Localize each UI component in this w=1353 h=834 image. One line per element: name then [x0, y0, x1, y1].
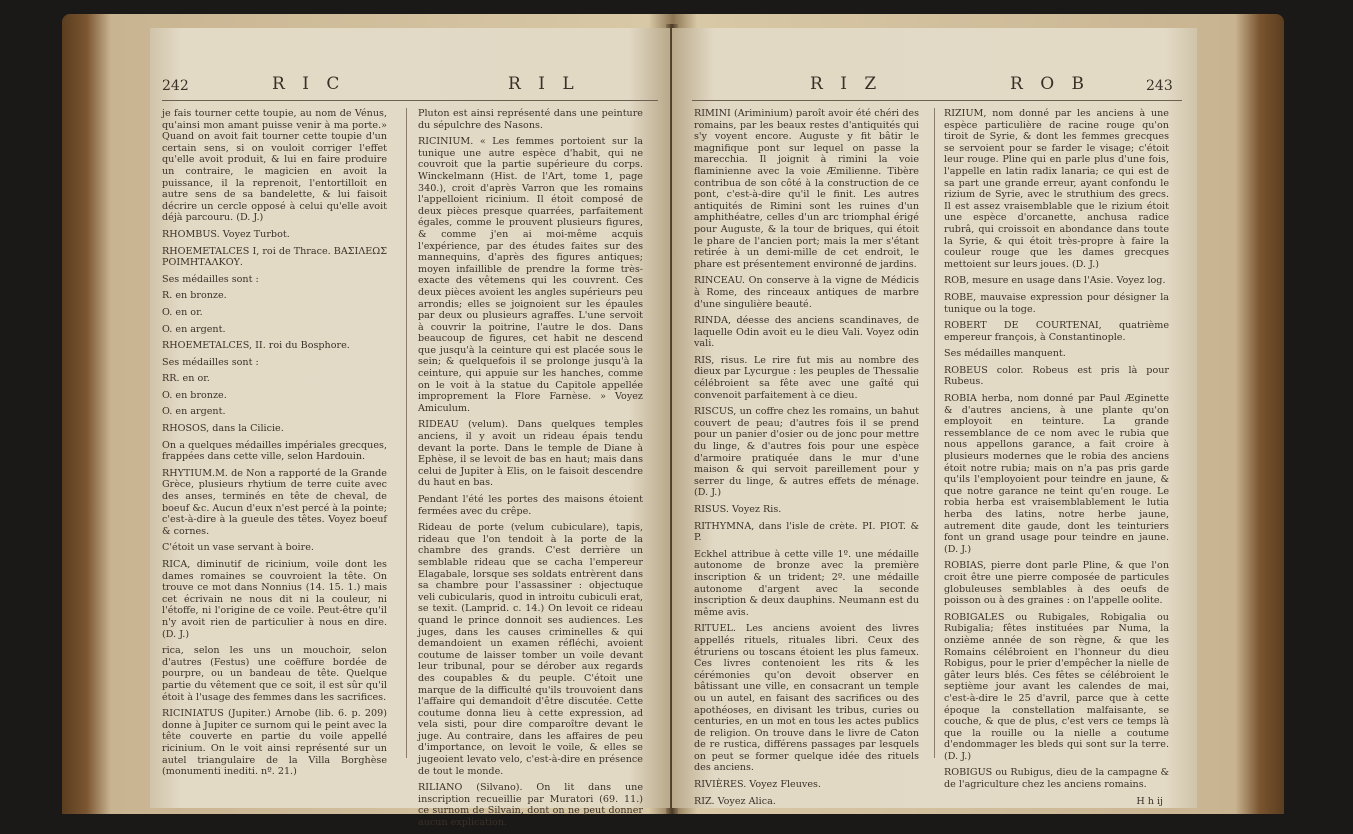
paragraph: O. en or. — [162, 306, 203, 318]
paragraph: Ses médailles sont : — [162, 356, 259, 368]
right-page-number: 243 — [1146, 78, 1173, 94]
paragraph: RHOSOS, dans la Cilicie. — [162, 423, 284, 435]
left-header-1: R I C — [272, 74, 346, 94]
right-page — [672, 28, 1197, 808]
paragraph: Eckhel attribue à cette ville 1º. une médaille autonome de bronze avec la première inscription & un trident; 2º. une médaille autonome d'argent avec la seconde inscription & deux dauphins. Neumann est du même avis. — [694, 548, 919, 618]
paragraph: R. en bronze. — [162, 290, 227, 302]
paragraph: Ses médailles manquent. — [944, 348, 1066, 360]
paragraph: On a quelques médailles impériales grecques, frappées dans cette ville, selon Hardouin. — [162, 439, 387, 463]
paragraph: ROB, mesure en usage dans l'Asie. Voyez log. — [944, 275, 1166, 287]
paragraph: RIDEAU (velum). Dans quelques temples anciens, il y avoit un rideau épais tendu devant la porte. Dans le temple de Diane à Ephèse, il se levoit de bas en haut; mais dans celui de Jupiter à Elis, on le faisoit descendre du haut en bas. — [418, 419, 643, 489]
paragraph: ROBIGUS ou Rubigus, dieu de la campagne & de l'agriculture chez les anciens romains. — [944, 767, 1169, 791]
right-column-1 — [694, 108, 919, 812]
paragraph: RIVIÈRES. Voyez Fleuves. — [694, 779, 821, 791]
right-header-1: R I Z — [810, 74, 883, 94]
paragraph: Pendant l'été les portes des maisons étoient fermées avec du crêpe. — [418, 494, 643, 517]
right-header-rule — [692, 100, 1182, 101]
paragraph: RILIANO (Silvano). On lit dans une inscription recueillie par Muratori (69. 11.) ce surnom de Silvain, dont on ne peut donner aucun explication. — [418, 782, 643, 829]
paragraph: RISUS. Voyez Ris. — [694, 504, 782, 515]
left-column-2 — [418, 108, 643, 834]
paragraph: rica, selon les uns un mouchoir, selon d'autres (Festus) une coëffure bordée de pourpre, ou un bandeau de tête. Quelque partie du vêtement que ce soit, il est sûr qu'il étoit à l'usage des femmes dans les sacrifices. — [162, 645, 387, 703]
paragraph: Ses médailles sont : — [162, 273, 259, 285]
paragraph: ROBIA herba, nom donné par Paul Æginette & d'autres anciens, à une plante qu'on employoit en teinture. La grande ressemblance de ce nom avec le rubia que nous appellons garance, a fait croire à plusieurs modernes que le robia des anciens étoit notre rubia; mais on n'a pas pris garde qu'ils l'employoient pour teindre en jaune, & que notre garance ne teint qu'en rouge. Le robia herba est vraisemblablement le lutia herba des latins, notre herbe jaune, autrement dite gaude, dont les teinturiers font un grand usage pour teindre en jaune. (D. J.) — [944, 393, 1169, 555]
paragraph: Pluton est ainsi représenté dans une peinture du sépulchre des Nasons. — [418, 108, 643, 131]
left-header-rule — [162, 100, 658, 101]
right-column-2 — [944, 108, 1169, 812]
paragraph: O. en argent. — [162, 323, 226, 335]
paragraph: ROBIAS, pierre dont parle Pline, & que l'on croit être une pierre composée de particules globuleuses semblables à des oeufs de poisson ou à des graines : on l'appelle oolite. — [944, 560, 1169, 607]
paragraph: RITUEL. Les anciens avoient des livres appellés rituels, rituales libri. Ceux des étruriens ou toscans étoient les plus fameux. Ces livres contenoient les rits & les cérémonies qu'on devoit observer en bâtissant une ville, en consacrant un temple ou un autel, en faisant des sacrifices ou des apothéoses, en divisant les tribus, curies ou centuries, en un mot en tous les actes publics de religion. On trouve dans le livre de Caton de re rustica, différens passages par lesquels on peut se former quelque idée des rituels des anciens. — [694, 623, 919, 774]
left-header-2: R I L — [508, 74, 580, 94]
paragraph: RICINIATUS (Jupiter.) Arnobe (lib. 6. p. 209) donne à Jupiter ce surnom qui le peint avec la tête couverte en partie du voile appellé ricinium. On le voit ainsi représenté sur un autel triangulaire de la Villa Borghèse (monumenti inediti. nº. 21.) — [162, 708, 387, 778]
right-header-2: R O B — [1010, 74, 1091, 94]
left-page — [150, 28, 670, 829]
paragraph: RIZ. Voyez Alica. — [694, 795, 776, 807]
paragraph: RHOEMETALCES I, roi de Thrace. ΒΑΣΙΛΕΩΣ ΡΟΙΜΗΤΑΛΚΟΥ. — [162, 245, 387, 269]
left-page-number: 242 — [162, 78, 189, 94]
paragraph: RR. en or. — [162, 373, 210, 385]
paragraph: RICA, diminutif de ricinium, voile dont les dames romaines se couvroient la tête. On trouve ce mot dans Nonnius (14. 15. 1.) mais cet écrivain ne nous dit ni la couleur, ni l'étoffe, ni l'origine de ce voile. Peut-être qu'il n'y avoit rien de particulier à nous en dire. (D. J.) — [162, 559, 387, 640]
left-column-1 — [162, 108, 387, 783]
paragraph: RINCEAU. On conserve à la vigne de Médicis à Rome, des rinceaux antiques de marbre d'une singulière beauté. — [694, 275, 919, 310]
paragraph: RISCUS, un coffre chez les romains, un bahut couvert de peau; d'autres fois il se prend pour un panier d'osier ou de jonc pour mettre du linge, & d'autres fois pour une espèce d'armoire pratiquée dans le mur d'une maison & qui servoit pareillement pour y serrer du linge, & autres effets de ménage. (D. J.) — [694, 406, 919, 499]
paragraph: je fais tourner cette toupie, au nom de Vénus, qu'ainsi mon amant puisse venir à ma porte.» Quand on avoit fait tourner cette toupie d'un certain sens, si on vouloit corriger l'effet qu'elle avoit produit, & lui en faire produire un contraire, le magicien en avoit la puissance, il la reprenoit, l'entortilloit en autre sens de sa bandelette, & lui faisoit décrire un cercle opposé à celui qu'elle avoit déjà parcouru. (D. J.) — [162, 108, 387, 224]
left-column-divider — [406, 108, 407, 758]
paragraph: RINDA, déesse des anciens scandinaves, de laquelle Odin avoit eu le dieu Vali. Voyez odin vali. — [694, 315, 919, 350]
right-column-divider — [934, 108, 935, 758]
paragraph: RIMINI (Ariminium) paroît avoir été chéri des romains, par les beaux restes d'antiquités qui s'y voyent encore. Auguste y fit bâtir le magnifique pont sur lequel on passe la marecchia. Il joignit à rimini la voie flaminienne avec la voie Æmilienne. Tibère contribua de son côté à la construction de ce pont, c'est-à-dire qu'il le finit. Les autres antiquités de Rimini sont les ruines d'un amphithéatre, celles d'un arc triomphal érigé pour Auguste, & la tour de briques, qui étoit le phare de l'ancien port; mais la mer s'étant retirée à un demi-mille de cet endroit, le phare est présentement environné de jardins. — [694, 108, 919, 270]
paragraph: ROBIGALES ou Rubigales, Robigalia ou Rubigalia; fêtes instituées par Numa, la onzième année de son règne, & que les Romains célébroient en l'honneur du dieu Robigus, pour le prier d'empêcher la nielle de gâter leurs blés. Ces fêtes se célébroient le septième jour avant les calendes de mai, c'est-à-dire le 25 d'avril, parce que à cette époque la constellation malfaisante, se couche, & que de plus, c'est vers ce temps là que la rouille ou la nielle a coutume d'endommager les bleds qui sont sur la terre. (D. J.) — [944, 611, 1169, 762]
paragraph: ROBE, mauvaise expression pour désigner la tunique ou la toge. — [944, 291, 1169, 315]
paragraph: RHOMBUS. Voyez Turbot. — [162, 228, 290, 240]
paragraph: C'étoit un vase servant à boire. — [162, 542, 314, 554]
paragraph: O. en bronze. — [162, 389, 227, 401]
paragraph: O. en argent. — [162, 406, 226, 418]
paragraph: RHYTIUM.M. de Non a rapporté de la Grande Grèce, plusieurs rhytium de terre cuite avec des anses, terminés en tête de cheval, de boeuf &c. Aucun d'eux n'est percé à la pointe; c'est-à-dire à la gueule des têtes. Voyez boeuf & cornes. — [162, 467, 387, 537]
paragraph: ROBEUS color. Robeus est pris là pour Rubeus. — [944, 364, 1169, 388]
paragraph: RHOEMETALCES, II. roi du Bosphore. — [162, 340, 350, 352]
paragraph: RIS, risus. Le rire fut mis au nombre des dieux par Lycurgue : les peuples de Thessalie célébroient sa fête avec une gaîté qui convenoit parfaitement à ce dieu. — [694, 354, 919, 401]
signature-mark: H h ij — [1136, 795, 1163, 807]
paragraph: RICINIUM. « Les femmes portoient sur la tunique une autre espèce d'habit, qui ne couvroit que la partie supérieure du corps. Winckelmann (Hist. de l'Art, tome 1, page 340.), croit d'après Varron que les romains l'appelloient ricinium. Il étoit composé de deux pièces presque quarrées, parfaitement égales, comme le prouvent plusieurs figures, & comme j'en ai moi-même acquis l'expérience, par des études faites sur des mannequins, d'après des figures antiques; moyen infaillible de prendre la forme très-exacte des vêtemens qui les couvrent. Ces deux pièces avoient les angles supérieurs peu arrondis; elles se joignoient sur les épaules par deux ou plusieurs agraffes. L'une servoit à couvrir la poitrine, l'autre le dos. Dans beaucoup de figures, cet habit ne descend que jusqu'à la ceinture qui est placée sous le sein; & quelquefois il se prolonge jusqu'à la ceinture, qui appuie sur les hanches, comme on le voit à la statue du Capitole appellée improprement la Flore Farnèse. » Voyez Amiculum. — [418, 136, 643, 414]
paragraph: ROBERT DE COURTENAI, quatrième empereur françois, à Constantinople. — [944, 320, 1169, 343]
paragraph: RITHYMNA, dans l'isle de crète. PI. PIOT. & P. — [694, 520, 919, 544]
paragraph: Rideau de porte (velum cubiculare), tapis, rideau que l'on tendoit à la porte de la chambre des grands. C'est derrière un semblable rideau que se cacha l'empereur Elagabale, lorsque ses soldats entrèrent dans sa chambre pour l'assassiner : objectuque veli cubicularis, quod in introitu cubiculi erat, se texit. (Lamprid. c. 14.) On levoit ce rideau quand le prince donnoit ses audiences. Les juges, dans les causes criminelles & qui demandoient un examen réfléchi, avoient coutume de laisser tomber un voile devant leur tribunal, pour se dérober aux regards des coupables & du peuple. C'étoit une marque de la difficulté qu'ils trouvoient dans l'affaire qui demandoit d'être discutée. Cette coutume donna lieu à cette expression, ad vela sisti, pour dire comparoître devant le juge. Au contraire, dans les affaires de peu d'importance, on levoit le voile, & elles se jugeoient levato velo, c'est-à-dire en présence de tout le monde. — [418, 522, 643, 777]
paragraph: RIZIUM, nom donné par les anciens à une espèce particulière de racine rouge qu'on tiroit de Syrie, & dont les femmes grecques se servoient pour se farder le visage; c'étoit leur rouge. Pline qui en parle plus d'une fois, l'appelle en latin radix lanaria; ce qui est de sa part une grande erreur, ayant confondu le rizium de Syrie, avec le struthium des grecs. Il est assez vraisemblable que le rizium étoit une espèce d'orcanette, anchusa radice rubrâ, qui croissoit en abondance dans toute la Syrie, & qui étoit très-propre à faire la couleur rouge que les dames grecques mettoient sur leurs joues. (D. J.) — [944, 108, 1169, 270]
